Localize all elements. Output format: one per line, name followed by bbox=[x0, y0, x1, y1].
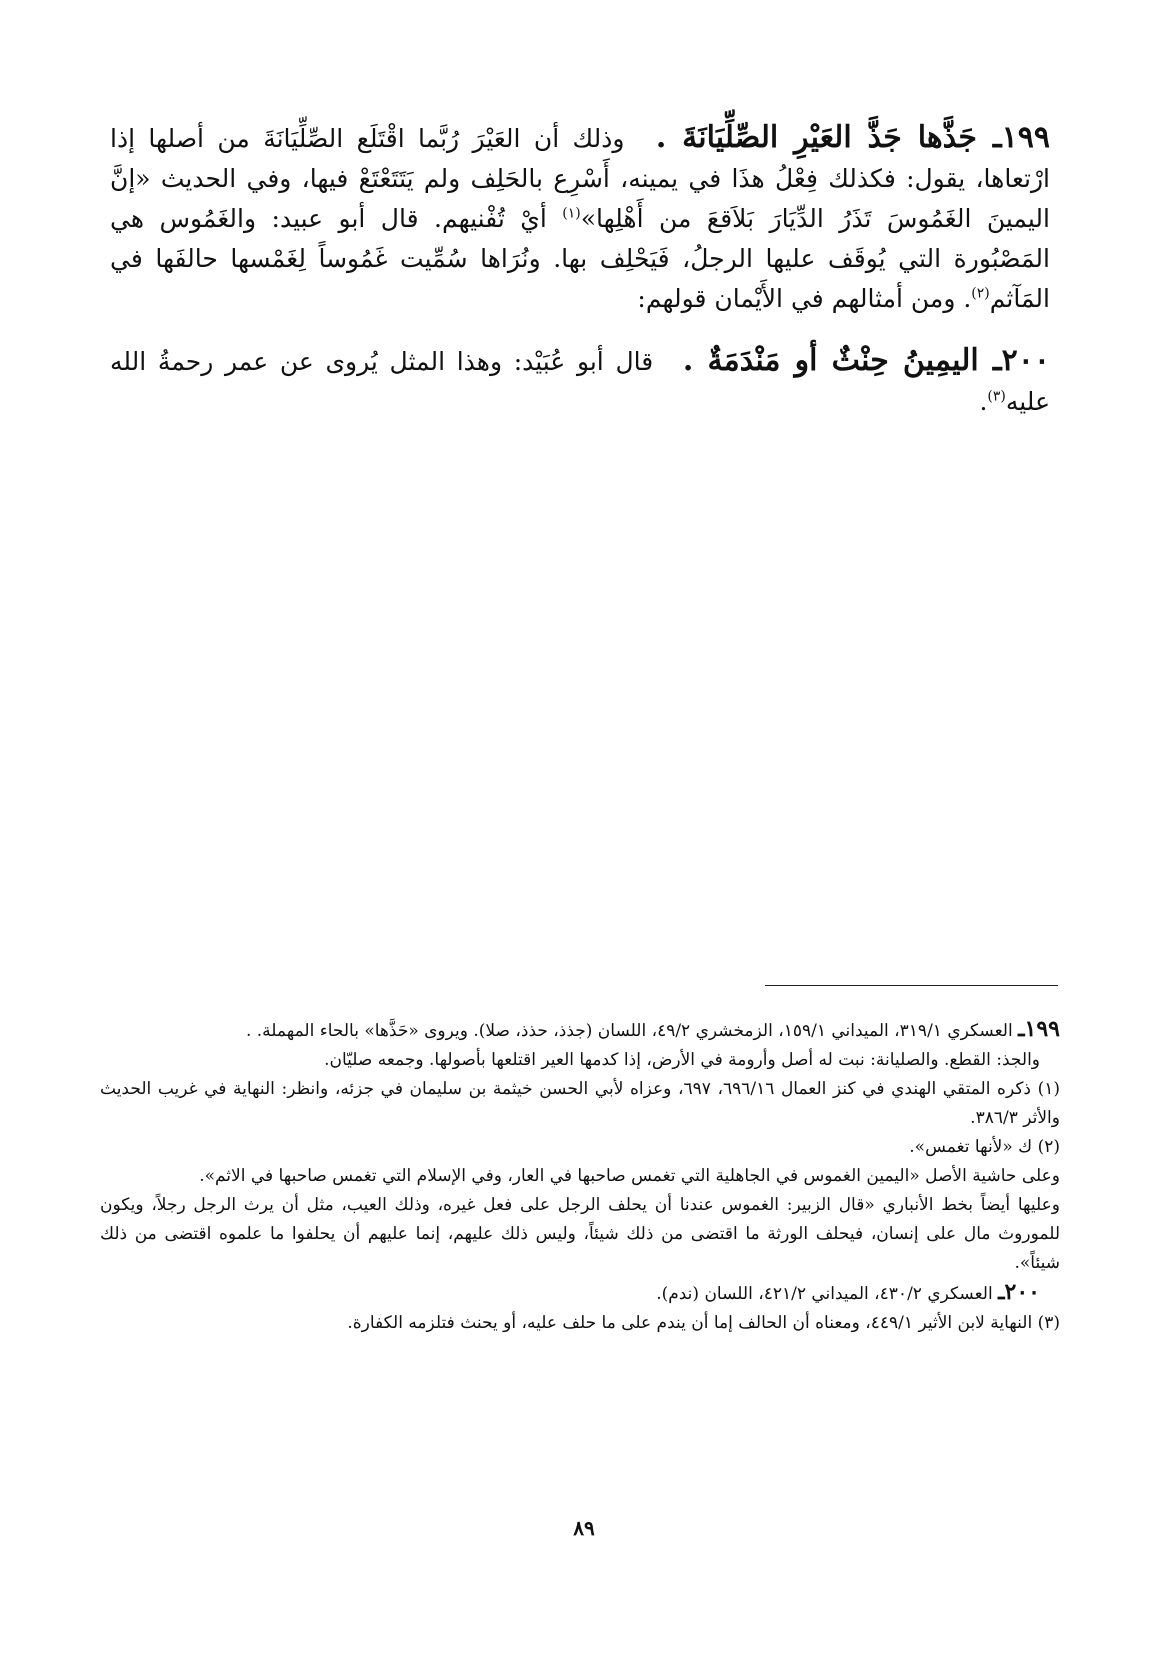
page-number: ٨٩ bbox=[573, 1516, 595, 1540]
footnote-ref-2[interactable]: (٢) bbox=[971, 285, 990, 302]
entry-199-text-c: . ومن أمثالهم في الأَيْمان قولهم: bbox=[637, 284, 972, 313]
footnote-ref-3[interactable]: (٣) bbox=[987, 388, 1006, 405]
footnote-200 bbox=[100, 1278, 1060, 1309]
footnote-199-number: ١٩٩ـ bbox=[1018, 1016, 1060, 1042]
footnote-200-number: ٢٠٠ـ bbox=[998, 1279, 1040, 1305]
entry-200-text-a: قال أبو عُبَيْد: وهذا المثل يُروى عن عمر رحمةُ الله عليه bbox=[110, 347, 1050, 416]
footnote-divider bbox=[765, 985, 1058, 986]
entry-199-text-b: أيْ تُفْنيهم. قال أبو عبيد: والغَمُوس هي المَصْبُورة التي يُوقَف عليها الرجلُ، فَيَحْلِف بها. ونُرَاها سُمِّيت غَمُوساً لِغَمْسها حالفَها في المَآثم bbox=[110, 204, 1050, 313]
footnote-1: (١) ذكره المتقي الهندي في كنز العمال ٦٩٦/١٦، ٦٩٧، وعزاه لأبي الحسن خيثمة بن سليمان في جزئه، وانظر: النهاية في غريب الحديث والأثر ٣٨٦/٣. bbox=[100, 1079, 1060, 1128]
footnote-200-text: العسكري ٤٣٠/٢، الميداني ٤٢١/٢، اللسان (ندم). bbox=[656, 1284, 993, 1304]
footnote-199-text: العسكري ٣١٩/١، الميداني ١٥٩/١، الزمخشري ٤٩/٢، اللسان (جذذ، حذذ، صلا). ويروى «حَذَّها» بالحاء المهملة. . bbox=[245, 1021, 1013, 1041]
footnote-ref-1[interactable]: (١) bbox=[562, 205, 581, 222]
proverb-heading-200: ٢٠٠ـ اليمِينُ حِنْثٌ أو مَنْدَمَةٌ . bbox=[682, 343, 1050, 378]
footnote-2-margin-note: وعلى حاشية الأصل «اليمين الغموس في الجاهلية التي تغمس صاحبها في العار، وفي الإسلام التي تغمس صاحبها في الاثم». bbox=[199, 1166, 1060, 1186]
footnotes bbox=[100, 1015, 1060, 1338]
main-text bbox=[110, 118, 1050, 422]
proverb-entry-199 bbox=[110, 118, 1050, 319]
footnote-3: (٣) النهاية لابن الأثير ٤٤٩/١، ومعناه أن الحالف إما أن يندم على ما حلف عليه، أو يحنث فتلزمه الكفارة. bbox=[347, 1313, 1060, 1333]
entry-200-text-b: . bbox=[979, 387, 988, 416]
footnote-2-anbari-note: وعليها أيضاً بخط الأنباري «قال الزبير: الغموس عندنا أن يحلف الرجل على فعل غيره، وذلك العيب، مثل أن يرث الرجل رجلاً، ويكون للموروث مال على إنسان، فيحلف الورثة ما اقتضى من ذلك شيئاً، وليس ذلك عليهم، إنما عليهم أن يحلفوا ما علموه اقتضى من ذلك شيئاً». bbox=[100, 1195, 1060, 1273]
proverb-heading-199: ١٩٩ـ جَذَّها جَذَّ العَيْرِ الصِّلِّيَانَةَ . bbox=[655, 120, 1050, 155]
footnote-199-gloss: والجذ: القطع. والصليانة: نبت له أصل وأرومة في الأرض، إذا كدمها العير اقتلعها بأصولها. وجمعه صليّان. bbox=[324, 1050, 1040, 1070]
footnote-2: (٢) ك «لأنها تغمس». bbox=[909, 1137, 1060, 1157]
proverb-entry-200 bbox=[110, 341, 1050, 422]
footnote-199 bbox=[100, 1015, 1060, 1046]
entry-199-text-a: وذلك أن العَيْرَ رُبَّما اقْتَلَع الصِّلِّيَانَةَ من أصلها إذا ارْتعاها، يقول: فكذلك فِعْلُ هذَا في يمينه، أَسْرِع بالحَلِف ولم يَتَتَعْتَعْ فيها، وفي الحديث «إنَّ اليمينَ الغَمُوسَ تَذَرُ الدِّيَارَ بَلاَقعَ من أَهْلِها» bbox=[110, 124, 1050, 233]
